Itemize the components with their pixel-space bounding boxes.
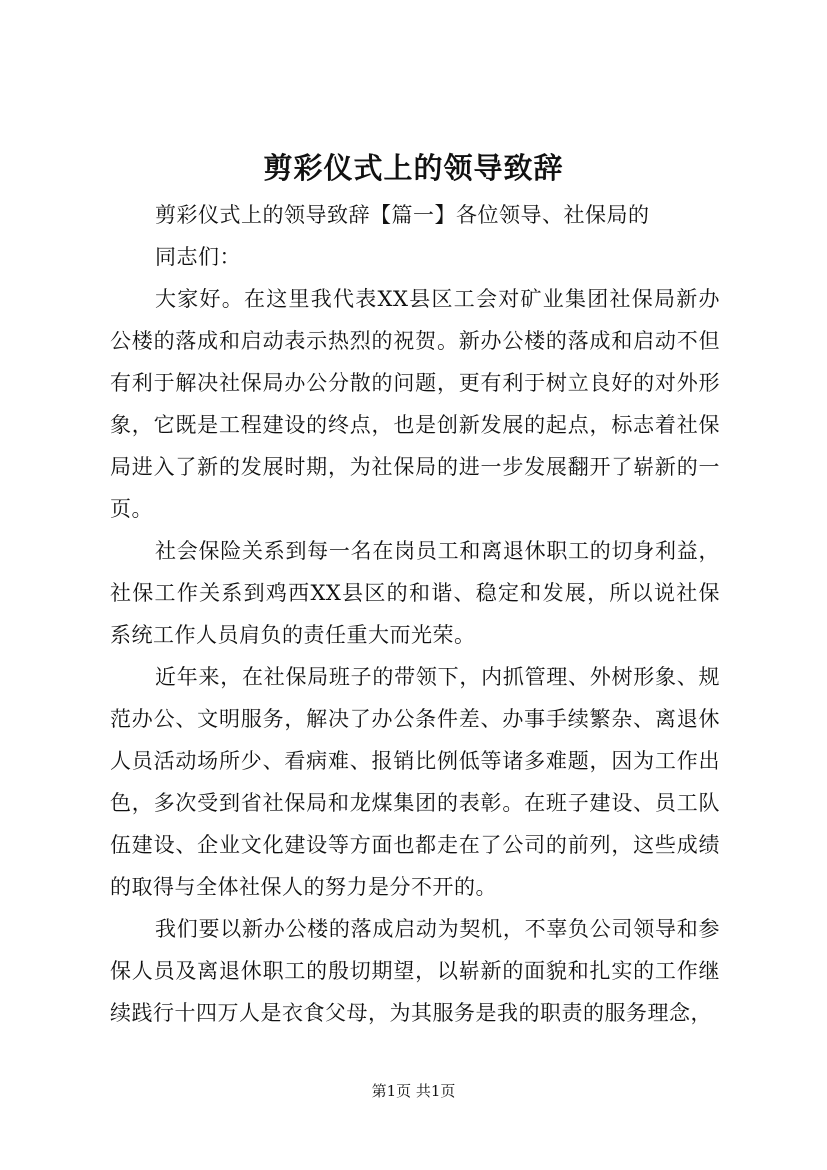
paragraph: 社会保险关系到每一名在岗员工和离退休职工的切身利益，社保工作关系到鸡西XX县区的和谐、稳定和发展，所以说社保系统工作人员肩负的责任重大而光荣。 xyxy=(110,539,720,647)
page-number-label: 第1页 共1页 xyxy=(371,1082,456,1100)
paragraph: 大家好。在这里我代表XX县区工会对矿业集团社保局新办公楼的落成和启动表示热烈的祝贺。新办公楼的落成和启动不但有利于解决社保局办公分散的问题，更有利于树立良好的对外形象，它既是工程建设的终点，也是创新发展的起点，标志着社保局进入了新的发展时期，为社保局的进一步发展翻开了崭新的一页。 xyxy=(110,287,720,521)
paragraph: 近年来，在社保局班子的带领下，内抓管理、外树形象、规范办公、文明服务，解决了办公条件差、办事手续繁杂、离退休人员活动场所少、看病难、报销比例低等诸多难题，因为工作出色，多次受到省社保局和龙煤集团的表彰。在班子建设、员工队伍建设、企业文化建设等方面也都走在了公司的前列，这些成绩的取得与全体社保人的努力是分不开的。 xyxy=(110,665,720,899)
paragraph: 我们要以新办公楼的落成启动为契机，不辜负公司领导和参保人员及离退休职工的殷切期望，以崭新的面貌和扎实的工作继续践行十四万人是衣食父母，为其服务是我的职责的服务理念， xyxy=(110,917,720,1025)
paragraph: 同志们： xyxy=(155,245,241,269)
document-title: 剪彩仪式上的领导致辞 xyxy=(263,151,564,185)
page-footer xyxy=(0,1080,827,1102)
document-body xyxy=(110,194,720,1034)
paragraph: 剪彩仪式上的领导致辞【篇一】各位领导、社保局的 xyxy=(155,203,650,227)
